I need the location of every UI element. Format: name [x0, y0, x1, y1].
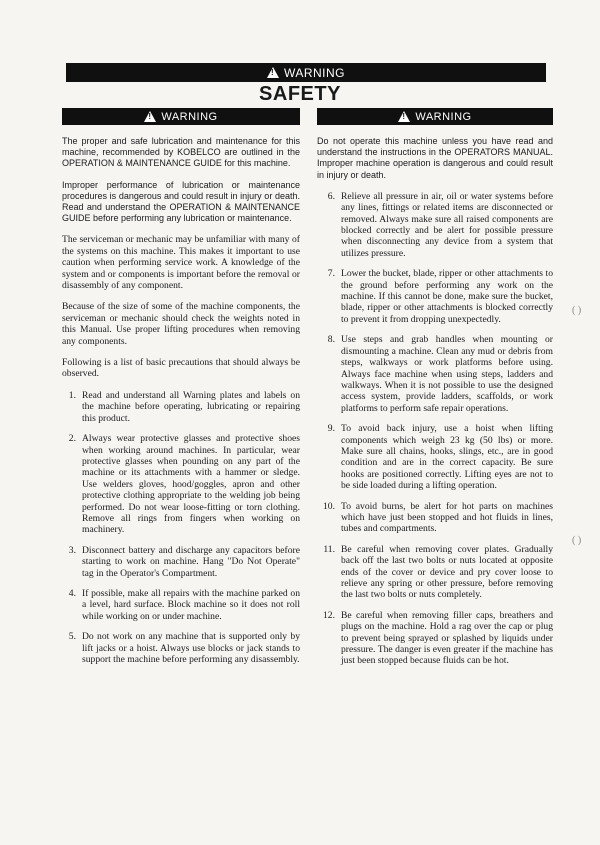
intro-paragraph-2: Improper performance of lubrication or maintenance procedures is dangerous and could result in injury or death. Read and understand the OPERATION & MAINTENANCE GUIDE before performing any lubrication or maintenance. — [62, 179, 300, 224]
list-item — [62, 631, 300, 665]
list-item — [317, 191, 553, 259]
list-item — [317, 501, 553, 535]
item-text: Lower the bucket, blade, ripper or other attachments to the ground before performing any work on the machine. If this cannot be done, make sure the bucket, blade, ripper or other attachments is blocked correctly to prevent it from dropping unexpectedly. — [341, 268, 553, 325]
top-warning-label: WARNING — [283, 65, 346, 80]
item-number: 9. — [327, 423, 335, 435]
item-number: 6. — [327, 190, 335, 202]
warning-triangle-icon — [267, 67, 279, 78]
item-text: Disconnect battery and discharge any capacitors before starting to work on machine. Hang "Do Not Operate" tag in the Operator's Compartment. — [82, 544, 300, 579]
item-text: Use steps and grab handles when mounting or dismounting a machine. Clean any mud or debris from steps, walkways or work platforms before using. Always face machine when using steps, ladders and walkways. When it is not possible to use the designed access system, provide ladders, scaffolds, or work platforms to perform safe repair operations. — [341, 334, 553, 414]
list-item — [62, 588, 300, 622]
list-item — [62, 545, 300, 579]
list-item — [317, 423, 553, 491]
item-number: 4. — [68, 587, 76, 599]
item-number: 10. — [323, 500, 335, 512]
body-paragraph-3: Following is a list of basic precautions that should always be observed. — [62, 357, 300, 380]
item-number: 8. — [327, 334, 335, 346]
list-item — [62, 433, 300, 536]
right-warning-banner — [317, 108, 553, 125]
intro-paragraph: Do not operate this machine unless you have read and understand the instructions in the OPERATORS MANUAL. Improper machine operation is dangerous and could result in injury or death. — [317, 136, 553, 180]
page-title: SAFETY — [259, 83, 341, 105]
list-item — [317, 544, 553, 601]
list-item — [317, 334, 553, 414]
warning-triangle-icon — [398, 111, 410, 122]
item-number: 7. — [327, 268, 335, 280]
item-number: 3. — [68, 544, 76, 556]
item-text: To avoid back injury, use a hoist when lifting components which weigh 23 kg (50 lbs) or more. Make sure all chains, hooks, slings, etc., are in good condition and are in the correct capacity. Be sure hooks are positioned correctly. Lifting eyes are not to be side loaded during a lifting operation. — [341, 423, 553, 492]
item-number: 12. — [323, 609, 335, 621]
margin-mark: ( ) — [572, 535, 582, 546]
item-number: 11. — [323, 543, 335, 555]
precaution-list-left — [62, 390, 300, 666]
item-text: Always wear protective glasses and protective shoes when working around machines. In particular, wear protective glasses when pounding on any part of the machine or its attachments with a hammer or sledge. Use welders gloves, hood/goggles, apron and other protective clothing appropriate to the welding job being performed. Do not wear loose-fitting or torn clothing. Remove all rings from fingers when working on machinery. — [82, 433, 300, 536]
precaution-list-right — [317, 191, 553, 667]
warning-triangle-icon — [144, 111, 156, 122]
item-text: Be careful when removing filler caps, breathers and plugs on the machine. Hold a rag over the cap or plug to prevent being sprayed or splashed by liquids under pressure. The danger is even greater if the machine has just been stopped because fluids can be hot. — [341, 609, 553, 667]
top-warning-banner — [66, 63, 546, 82]
item-number: 5. — [68, 631, 76, 643]
left-column — [62, 136, 300, 674]
item-text: Relieve all pressure in air, oil or water systems before any lines, fittings or related items are disconnected or removed. Always make sure all raised components are blocked correctly and be alert for possible pressure when disconnecting any device from a system that utilizes pressure. — [341, 190, 553, 259]
list-item — [317, 610, 553, 667]
right-warning-label: WARNING — [415, 110, 472, 123]
left-warning-label: WARNING — [161, 110, 218, 123]
list-item — [317, 268, 553, 325]
item-text: Do not work on any machine that is supported only by lift jacks or a hoist. Always use blocks or jack stands to support the machine before performing any disassembly. — [82, 631, 300, 666]
item-number: 2. — [68, 433, 76, 445]
left-warning-banner — [62, 108, 300, 125]
item-text: If possible, make all repairs with the machine parked on a level, hard surface. Block machine so it does not roll while working on or under machine. — [82, 587, 300, 622]
body-paragraph-1: The serviceman or mechanic may be unfamiliar with many of the systems on this machine. This makes it important to use caution when performing service work. A knowledge of the system and or components is important before the removal or disassembly of any component. — [62, 234, 300, 292]
item-text: Be careful when removing cover plates. Gradually back off the last two bolts or nuts located at opposite ends of the cover or device and pry cover loose to relieve any spring or other pressure, before removing the last two bolts or nuts completely. — [341, 543, 553, 601]
margin-mark: ( ) — [572, 305, 582, 316]
item-number: 1. — [68, 389, 76, 401]
intro-paragraph-1: The proper and safe lubrication and maintenance for this machine, recommended by KOBELCO are outlined in the OPERATION & MAINTENANCE GUIDE for this machine. — [62, 136, 300, 169]
right-column — [317, 136, 553, 676]
body-paragraph-2: Because of the size of some of the machine components, the serviceman or mechanic should check the weights noted in this Manual. Use proper lifting procedures when removing any components. — [62, 301, 300, 347]
list-item — [62, 390, 300, 424]
item-text: Read and understand all Warning plates and labels on the machine before operating, lubricating or repairing this product. — [82, 389, 300, 424]
item-text: To avoid burns, be alert for hot parts on machines which have just been stopped and hot fluids in lines, tubes and compartments. — [341, 500, 553, 535]
